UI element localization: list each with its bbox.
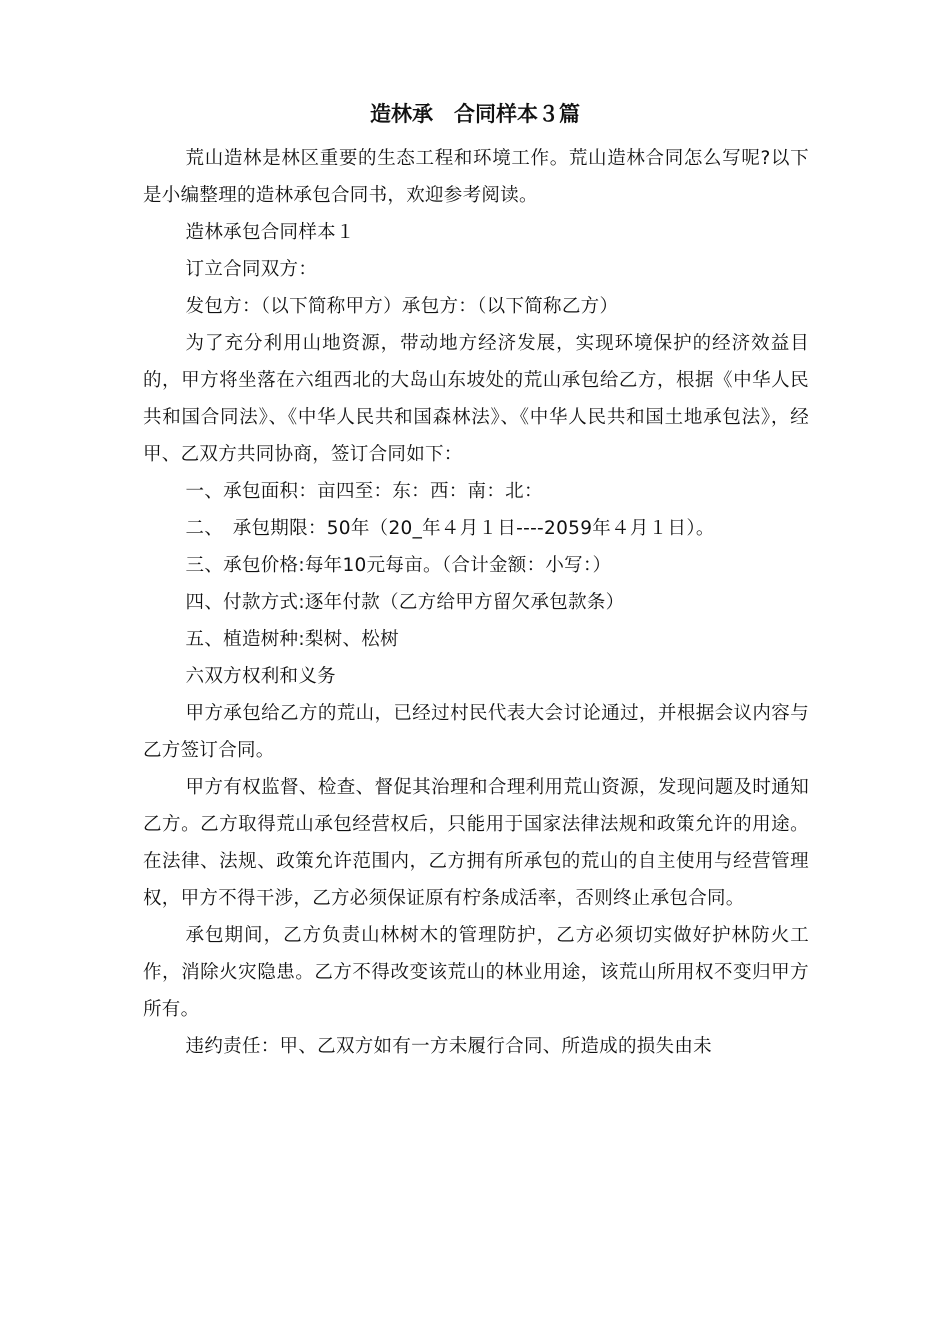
document-title: 造林承 合同样本３篇 xyxy=(370,102,580,126)
paragraph-parties: 发包方：（以下简称甲方）承包方：（以下简称乙方） xyxy=(185,296,619,317)
document-body xyxy=(143,140,809,1065)
paragraph-party-a-rights: 甲方有权监督、检查、督促其治理和合理利用荒山资源，发现问题及时通知乙方。乙方取得荒山承包经营权后，只能用于国家法律法规和政策允许的用途。在法律、法规、政策允许范围内，乙方拥有所承包的荒山的自主使用与经营管理权，甲方不得干涉，乙方必须保证原有柠条成活率，否则终止承包合同。 xyxy=(143,777,809,909)
paragraph-parties-heading: 订立合同双方： xyxy=(185,259,318,280)
paragraph-intro: 荒山造林是林区重要的生态工程和环境工作。荒山造林合同怎么写呢?以下是小编整理的造林承包合同书，欢迎参考阅读。 xyxy=(143,148,809,206)
paragraph-sample-heading: 造林承包合同样本１ xyxy=(185,222,355,243)
paragraph-liability: 违约责任：甲、乙双方如有一方未履行合同、所造成的损失由未 xyxy=(185,1036,712,1057)
clause-price: 三、承包价格:每年10元每亩。（合计金额：小写：） xyxy=(185,555,612,576)
paragraph-party-b-duties: 承包期间，乙方负责山林树木的管理防护，乙方必须切实做好护林防火工作，消除火灾隐患。乙方不得改变该荒山的林业用途，该荒山所用权不变归甲方所有。 xyxy=(143,925,809,1020)
paragraph-party-a-approval: 甲方承包给乙方的荒山，已经过村民代表大会讨论通过，并根据会议内容与乙方签订合同。 xyxy=(143,703,809,761)
clause-term: 二、 承包期限：50年（20_年４月１日----2059年４月１日）。 xyxy=(185,518,715,539)
clause-area: 一、承包面积：亩四至：东：西：南：北： xyxy=(185,481,543,502)
clause-tree-species: 五、植造树种:梨树、松树 xyxy=(185,629,399,650)
paragraph-preamble: 为了充分利用山地资源，带动地方经济发展，实现环境保护的经济效益目的，甲方将坐落在六组西北的大岛山东坡处的荒山承包给乙方，根据《中华人民共和国合同法》、《中华人民共和国森林法》、《中华人民共和国土地承包法》，经甲、乙双方共同协商，签订合同如下： xyxy=(143,333,809,465)
clause-rights-heading: 六双方权利和义务 xyxy=(185,666,336,687)
clause-payment: 四、付款方式:逐年付款（乙方给甲方留欠承包款条） xyxy=(185,592,625,613)
